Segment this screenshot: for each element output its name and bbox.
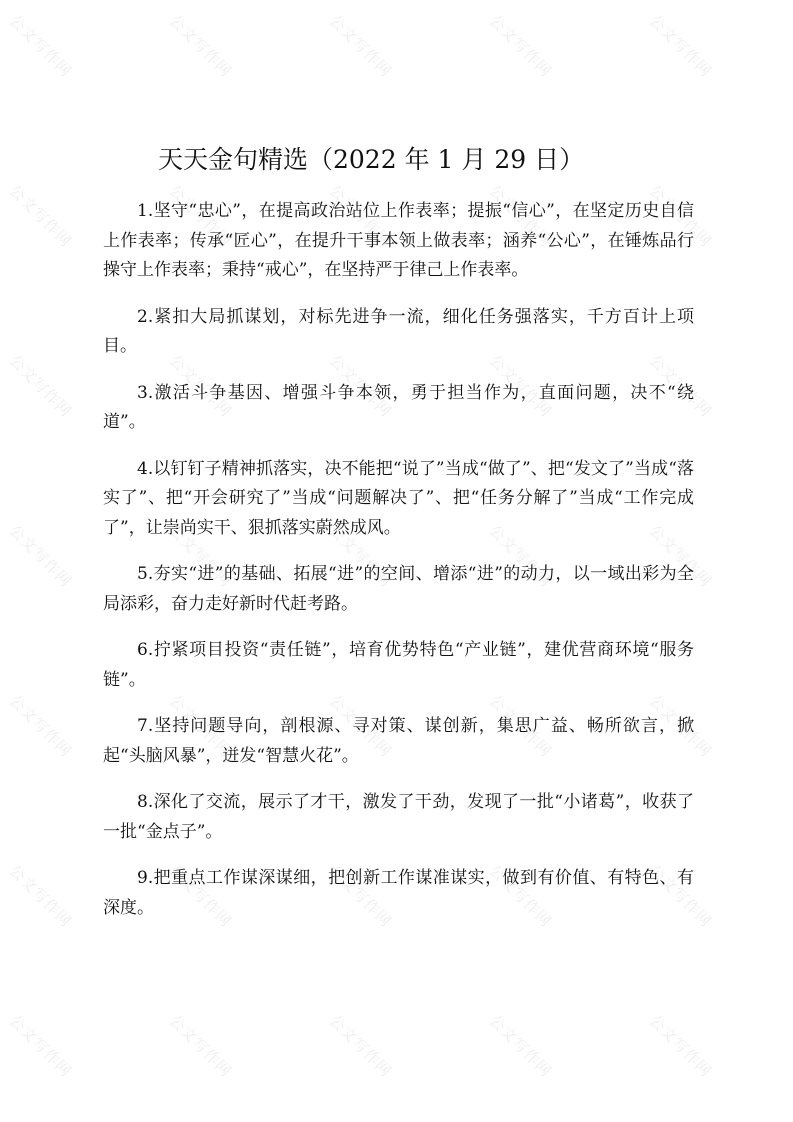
watermark: 公文写作网	[485, 351, 556, 421]
watermark: 公文写作网	[165, 861, 236, 931]
paragraph-1: 1.坚守“忠心”，在提高政治站位上作表率；提振“信心”，在坚定历史自信上作表率；传承“匠心”，在提升干事本领上做表率；涵养“公心”，在锤炼品行操守上作表率；秉持“戒心”，在坚持严于律己上作表率。	[103, 201, 694, 280]
watermark: 公文写作网	[485, 521, 556, 591]
watermark: 公文写作网	[325, 861, 396, 931]
watermark: 公文写作网	[485, 861, 556, 931]
watermark: 公文写作网	[5, 11, 76, 81]
paragraph-list	[103, 197, 694, 923]
watermark: 公文写作网	[165, 521, 236, 591]
paragraph-8: 8.深化了交流，展示了才干，激发了干劲，发现了一批“小诸葛”，收获了一批“金点子”。	[103, 792, 694, 842]
paragraph-7: 7.坚持问题导向，剖根源、寻对策、谋创新，集思广益、畅所欲言，掀起“头脑风暴”，迸发“智慧火花”。	[103, 716, 694, 766]
watermark: 公文写作网	[645, 181, 716, 251]
watermark: 公文写作网	[485, 691, 556, 761]
watermark: 公文写作网	[325, 521, 396, 591]
watermark: 公文写作网	[645, 1011, 716, 1081]
document-body	[103, 140, 694, 940]
watermark: 公文写作网	[485, 11, 556, 81]
watermark: 公文写作网	[165, 11, 236, 81]
watermark: 公文写作网	[645, 11, 716, 81]
watermark: 公文写作网	[5, 181, 76, 251]
watermark: 公文写作网	[645, 691, 716, 761]
watermark: 公文写作网	[485, 1011, 556, 1081]
watermark: 公文写作网	[325, 181, 396, 251]
paragraph-5: 5.夯实“进”的基础、拓展“进”的空间、增添“进”的动力，以一域出彩为全局添彩，奋力走好新时代赶考路。	[103, 564, 694, 614]
watermark: 公文写作网	[325, 1011, 396, 1081]
watermark: 公文写作网	[165, 181, 236, 251]
watermark: 公文写作网	[325, 351, 396, 421]
paragraph-4: 4.以钉钉子精神抓落实，决不能把“说了”当成“做了”、把“发文了”当成“落实了”、把“开会研究了”当成“问题解决了”、把“任务分解了”当成“工作完成了”，让崇尚实干、狠抓落实蔚然成风。	[103, 458, 694, 538]
watermark: 公文写作网	[325, 11, 396, 81]
watermark: 公文写作网	[165, 691, 236, 761]
watermark: 公文写作网	[645, 351, 716, 421]
watermark: 公文写作网	[325, 691, 396, 761]
paragraph-9: 9.把重点工作谋深谋细，把创新工作谋准谋实，做到有价值、有特色、有深度。	[103, 868, 694, 918]
document-title: 天天金句精选（2022 年 1 月 29 日）	[158, 145, 585, 174]
paragraph-2: 2.紧扣大局抓谋划，对标先进争一流，细化任务强落实，千方百计上项目。	[103, 306, 694, 356]
watermark: 公文写作网	[165, 1011, 236, 1081]
watermark: 公文写作网	[5, 1011, 76, 1081]
watermark: 公文写作网	[165, 351, 236, 421]
watermark: 公文写作网	[5, 691, 76, 761]
watermark: 公文写作网	[485, 181, 556, 251]
paragraph-6: 6.拧紧项目投资“责任链”，培育优势特色“产业链”，建优营商环境“服务链”。	[103, 640, 694, 690]
watermark: 公文写作网	[645, 861, 716, 931]
watermark: 公文写作网	[645, 521, 716, 591]
paragraph-3: 3.激活斗争基因、增强斗争本领，勇于担当作为，直面问题，决不“绕道”。	[103, 382, 694, 432]
watermark: 公文写作网	[5, 521, 76, 591]
watermark: 公文写作网	[5, 861, 76, 931]
watermark: 公文写作网	[5, 351, 76, 421]
